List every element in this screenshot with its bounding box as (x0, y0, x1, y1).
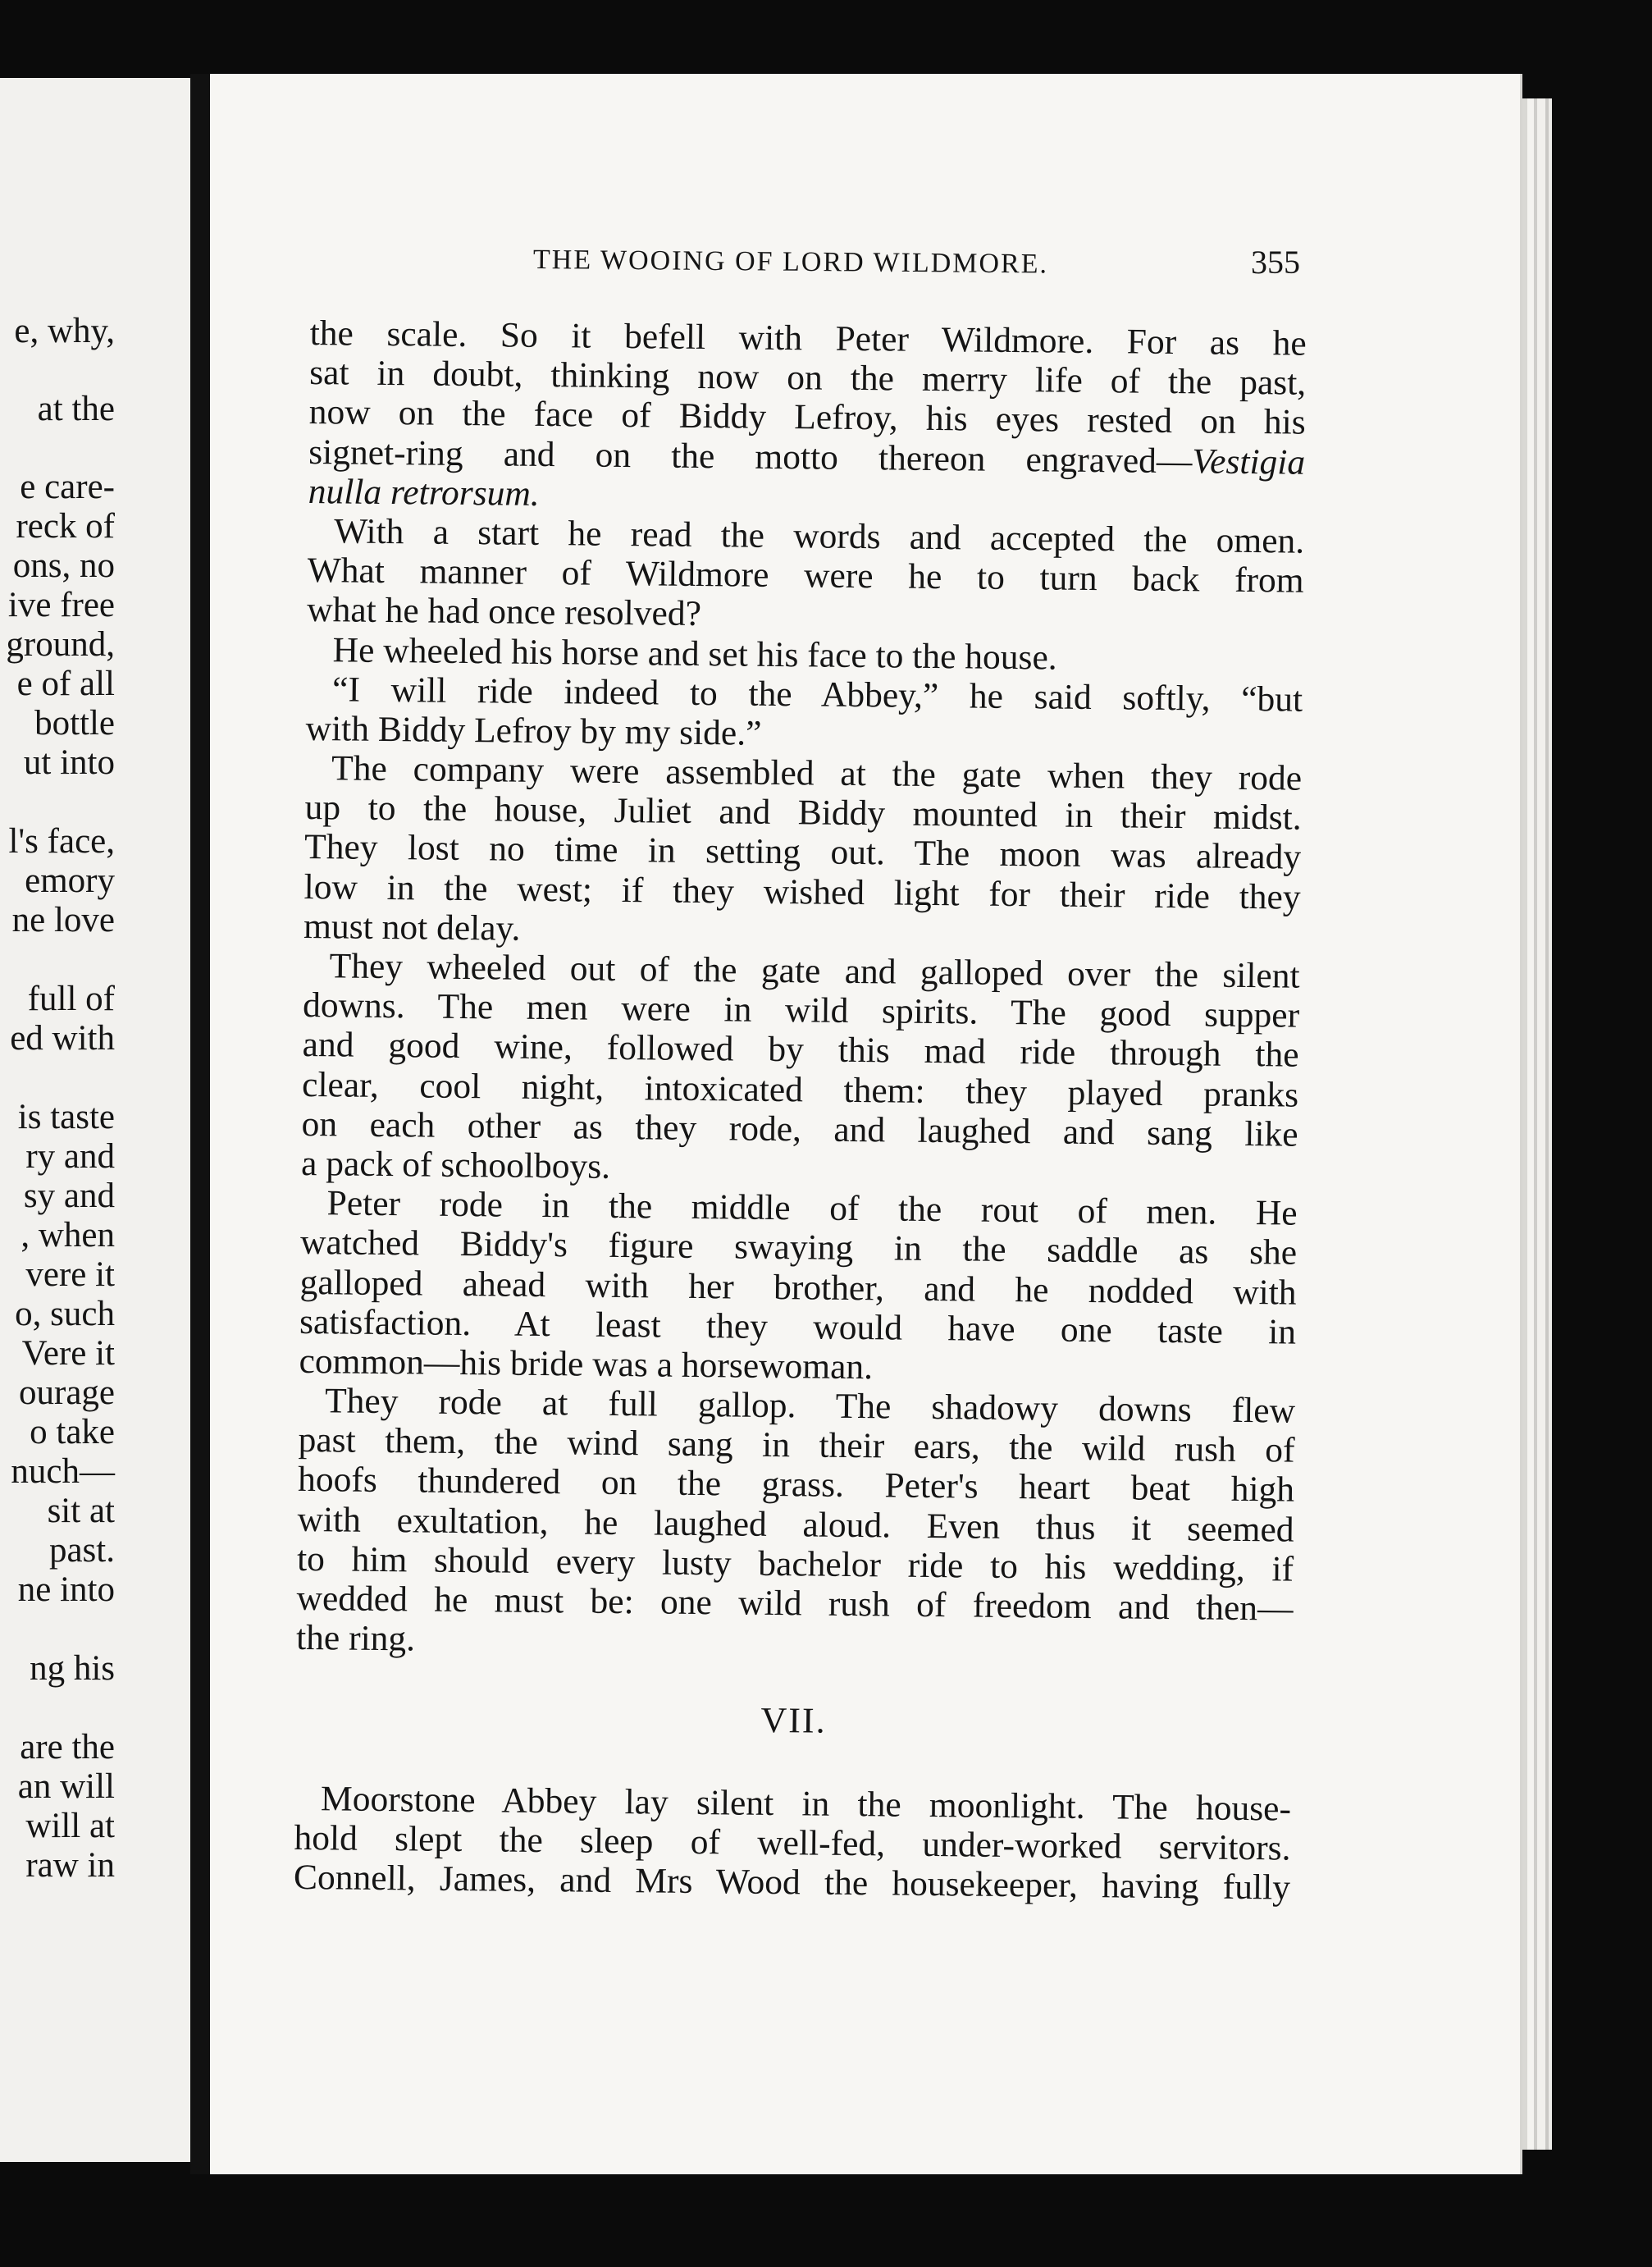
text-line: low in the west; if they wished light for their ride they (303, 866, 1301, 917)
text-line: What manner of Wildmore were he to turn back from (307, 551, 1304, 601)
previous-page-line: Vere it (21, 1334, 115, 1373)
previous-page-fragment (0, 78, 195, 2162)
text-line: the ring. (295, 1618, 416, 1659)
text-line: Connell, James, and Mrs Wood the housekeeper, having fully (293, 1857, 1291, 1908)
text-line: “I will ride indeed to the Abbey,” he said softly, “but (331, 669, 1303, 720)
section-heading: VII. (760, 1700, 827, 1742)
text-line: nulla retrorsum. (308, 471, 540, 514)
previous-page-line: raw in (25, 1846, 115, 1885)
text-line: with exultation, he laughed aloud. Even thus it seemed (297, 1499, 1294, 1550)
previous-page-line: will at (25, 1807, 115, 1845)
previous-page-line: past. (48, 1531, 115, 1570)
section-text (294, 1778, 1291, 1907)
text-line: past them, the wind sang in their ears, the wild rush of (298, 1420, 1295, 1470)
text-line: the scale. So it befell with Peter Wildmore. For as he (309, 313, 1307, 363)
previous-page-line: , when (21, 1216, 115, 1255)
text-line: common—his bride was a horsewoman. (299, 1341, 874, 1387)
chapter-text (296, 313, 1307, 1668)
previous-page-line: full of (27, 980, 115, 1018)
previous-page-line: ut into (23, 743, 115, 782)
previous-page-line: o, such (15, 1295, 115, 1333)
page-edges (1522, 98, 1552, 2150)
text-line: up to the house, Juliet and Biddy mounted in their midst. (304, 788, 1302, 838)
previous-page-line: sit at (47, 1492, 115, 1530)
previous-page-line: vere it (25, 1255, 115, 1294)
text-line: hoofs thundered on the grass. Peter's heart beat high (297, 1460, 1295, 1511)
previous-page-line: e care- (20, 468, 115, 506)
text-line: satisfaction. At least they would have one taste in (299, 1301, 1297, 1352)
text-line: Peter rode in the middle of the rout of men. He (326, 1183, 1298, 1233)
previous-page-line: l's face, (8, 822, 115, 861)
page-body-text (294, 313, 1307, 1908)
previous-page-line: ons, no (12, 546, 115, 585)
text-line: They lost no time in setting out. The moon was already (303, 827, 1302, 878)
text-line: With a start he read the words and accepted the omen. (333, 511, 1305, 561)
text-line: with Biddy Lefroy by my side.” (305, 708, 762, 753)
previous-page-line: sy and (23, 1177, 115, 1215)
previous-page-line: at the (37, 390, 115, 428)
previous-page-line: an will (17, 1767, 115, 1806)
previous-page-line: ne love (11, 901, 115, 939)
previous-page-line: emory (25, 862, 115, 900)
text-line: watched Biddy's figure swaying in the saddle as she (299, 1223, 1298, 1273)
text-line: downs. The men were in wild spirits. The good supper (302, 985, 1300, 1035)
page-number: 355 (1251, 244, 1300, 281)
text-line: sat in doubt, thinking now on the merry life of the past, (308, 353, 1307, 403)
previous-page-line: o take (30, 1413, 115, 1451)
text-line: to him should every lusty bachelor ride to his wedding, if (296, 1538, 1294, 1589)
previous-page-line: ne into (17, 1570, 115, 1609)
previous-page-line: bottle (34, 704, 115, 743)
previous-page-line: ground, (6, 625, 115, 664)
previous-page-line: are the (20, 1728, 115, 1767)
previous-page-line: e of all (16, 665, 115, 703)
text-line: galloped ahead with her brother, and he nodded with (299, 1262, 1297, 1313)
previous-page-line: reck of (16, 507, 115, 546)
text-line: clear, cool night, intoxicated them: they played pranks (301, 1064, 1299, 1115)
previous-page-line: nuch— (11, 1452, 115, 1491)
previous-page-line: e, why, (14, 312, 115, 350)
text-line: and good wine, followed by this mad ride through the (302, 1025, 1299, 1076)
previous-page-line: ive free (7, 586, 115, 624)
text-line: on each other as they rode, and laughed and sang like (301, 1104, 1298, 1154)
running-title: THE WOOING OF LORD WILDMORE. (532, 245, 1049, 280)
text-line: must not delay. (303, 906, 521, 948)
text-line: a pack of schoolboys. (300, 1143, 611, 1186)
previous-page-line: ry and (25, 1137, 115, 1176)
text-line-italic: Vestigia (1192, 441, 1306, 482)
text-line: hold slept the sleep of well-fed, under-worked servitors. (294, 1817, 1291, 1868)
previous-page-line: ng his (30, 1649, 115, 1688)
text-line: wedded he must be: one wild rush of freedom and then— (296, 1578, 1294, 1629)
text-line: They rode at full gallop. The shadowy downs flew (324, 1381, 1296, 1431)
previous-page-line: ourage (19, 1373, 115, 1412)
previous-page-line: is taste (17, 1098, 115, 1136)
text-line-roman: signet-ring and on the motto thereon engraved— (308, 432, 1193, 481)
text-line: They wheeled out of the gate and galloped over the silent (329, 946, 1300, 996)
text-line: Moorstone Abbey lay silent in the moonlight. The house- (320, 1778, 1292, 1829)
text-line: The company were assembled at the gate when they rode (331, 748, 1303, 798)
previous-page-line: ed with (10, 1019, 115, 1058)
text-line: what he had once resolved? (306, 590, 702, 634)
text-line: He wheeled his horse and set his face to the house. (332, 629, 1057, 678)
text-line: now on the face of Biddy Lefroy, his eyes rested on his (308, 392, 1306, 443)
